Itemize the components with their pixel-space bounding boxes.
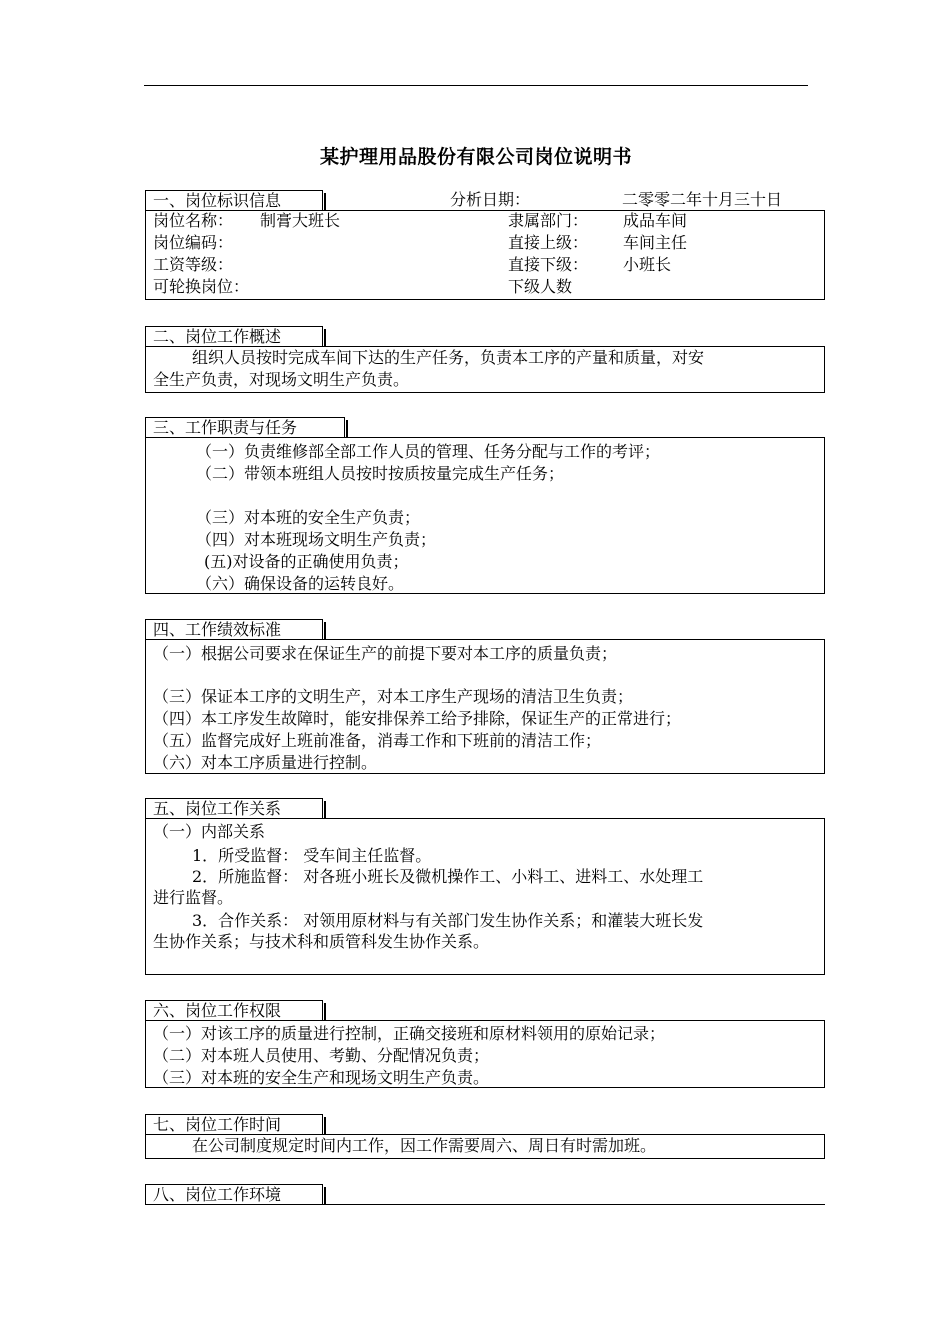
performance-item: （三）保证本工序的文明生产，对本工序生产现场的清洁卫生负责；	[153, 687, 634, 706]
relations-text: 生协作关系；与技术科和质管科发生协作关系。	[153, 932, 490, 951]
section-box	[145, 346, 825, 393]
analysis-date-label: 分析日期：	[450, 190, 531, 209]
overview-text: 全生产负责，对现场文明生产负责。	[153, 370, 410, 389]
overview-text: 组织人员按时完成车间下达的生产任务，负责本工序的产量和质量，对安	[192, 348, 705, 367]
section-heading: 八、岗位工作环境	[145, 1184, 323, 1204]
section-heading: 四、工作绩效标准	[145, 619, 323, 639]
relations-text: 2．所施监督： 对各班小班长及微机操作工、小料工、进料工、水处理工	[192, 867, 704, 886]
section-box	[145, 1020, 825, 1088]
authority-item: （三）对本班的安全生产和现场文明生产负责。	[153, 1068, 490, 1087]
performance-item: （六）对本工序质量进行控制。	[153, 753, 378, 772]
work-time-text: 在公司制度规定时间内工作，因工作需要周六、周日有时需加班。	[192, 1136, 657, 1155]
document-title: 某护理用品股份有限公司岗位说明书	[319, 146, 632, 168]
section-heading: 二、岗位工作概述	[145, 326, 323, 346]
field-label: 岗位编码：	[153, 233, 234, 252]
field-label: 直接下级：	[508, 255, 589, 274]
duty-item: （六）确保设备的运转良好。	[196, 574, 405, 593]
duty-item: (五)对设备的正确使用负责；	[204, 552, 409, 571]
section-heading: 六、岗位工作权限	[145, 1000, 323, 1020]
section-heading: 七、岗位工作时间	[145, 1114, 323, 1134]
performance-item: （五）监督完成好上班前准备，消毒工作和下班前的清洁工作；	[153, 731, 602, 750]
authority-item: （一）对该工序的质量进行控制，正确交接班和原材料领用的原始记录；	[153, 1024, 666, 1043]
field-value: 成品车间	[623, 211, 688, 230]
relations-text: 3．合作关系： 对领用原材料与有关部门发生协作关系；和灌装大班长发	[192, 911, 704, 930]
section-box	[145, 1134, 825, 1159]
field-label: 隶属部门：	[508, 211, 589, 230]
relations-text: 1．所受监督： 受车间主任监督。	[192, 846, 432, 865]
field-label: 工资等级：	[153, 255, 234, 274]
section-heading: 五、岗位工作关系	[145, 798, 323, 818]
field-label: 直接上级：	[508, 233, 589, 252]
field-value: 制膏大班长	[260, 211, 341, 230]
section-box-top	[145, 1204, 825, 1205]
field-label: 岗位名称：	[153, 211, 234, 230]
authority-item: （二）对本班人员使用、考勤、分配情况负责；	[153, 1046, 490, 1065]
relations-text: （一）内部关系	[153, 822, 266, 841]
duty-item: （四）对本班现场文明生产负责；	[196, 530, 437, 549]
performance-item: （一）根据公司要求在保证生产的前提下要对本工序的质量负责；	[153, 644, 618, 663]
section-box	[145, 818, 825, 975]
duty-item: （三）对本班的安全生产负责；	[196, 508, 421, 527]
header-rule	[144, 85, 808, 86]
section-heading: 一、岗位标识信息	[145, 190, 323, 210]
relations-text: 进行监督。	[153, 888, 234, 907]
analysis-date-value: 二零零二年十月三十日	[622, 190, 783, 209]
duty-item: （一）负责维修部全部工作人员的管理、任务分配与工作的考评；	[196, 442, 661, 461]
section-box	[145, 437, 825, 594]
performance-item: （四）本工序发生故障时，能安排保养工给予排除，保证生产的正常进行；	[153, 709, 682, 728]
field-value: 小班长	[623, 255, 672, 274]
duty-item: （二）带领本班组人员按时按质按量完成生产任务；	[196, 464, 565, 483]
field-value: 车间主任	[623, 233, 688, 252]
field-label: 下级人数	[508, 277, 573, 296]
section-heading: 三、工作职责与任务	[145, 417, 345, 437]
section-box	[145, 210, 825, 300]
field-label: 可轮换岗位：	[153, 277, 250, 296]
section-box	[145, 639, 825, 774]
